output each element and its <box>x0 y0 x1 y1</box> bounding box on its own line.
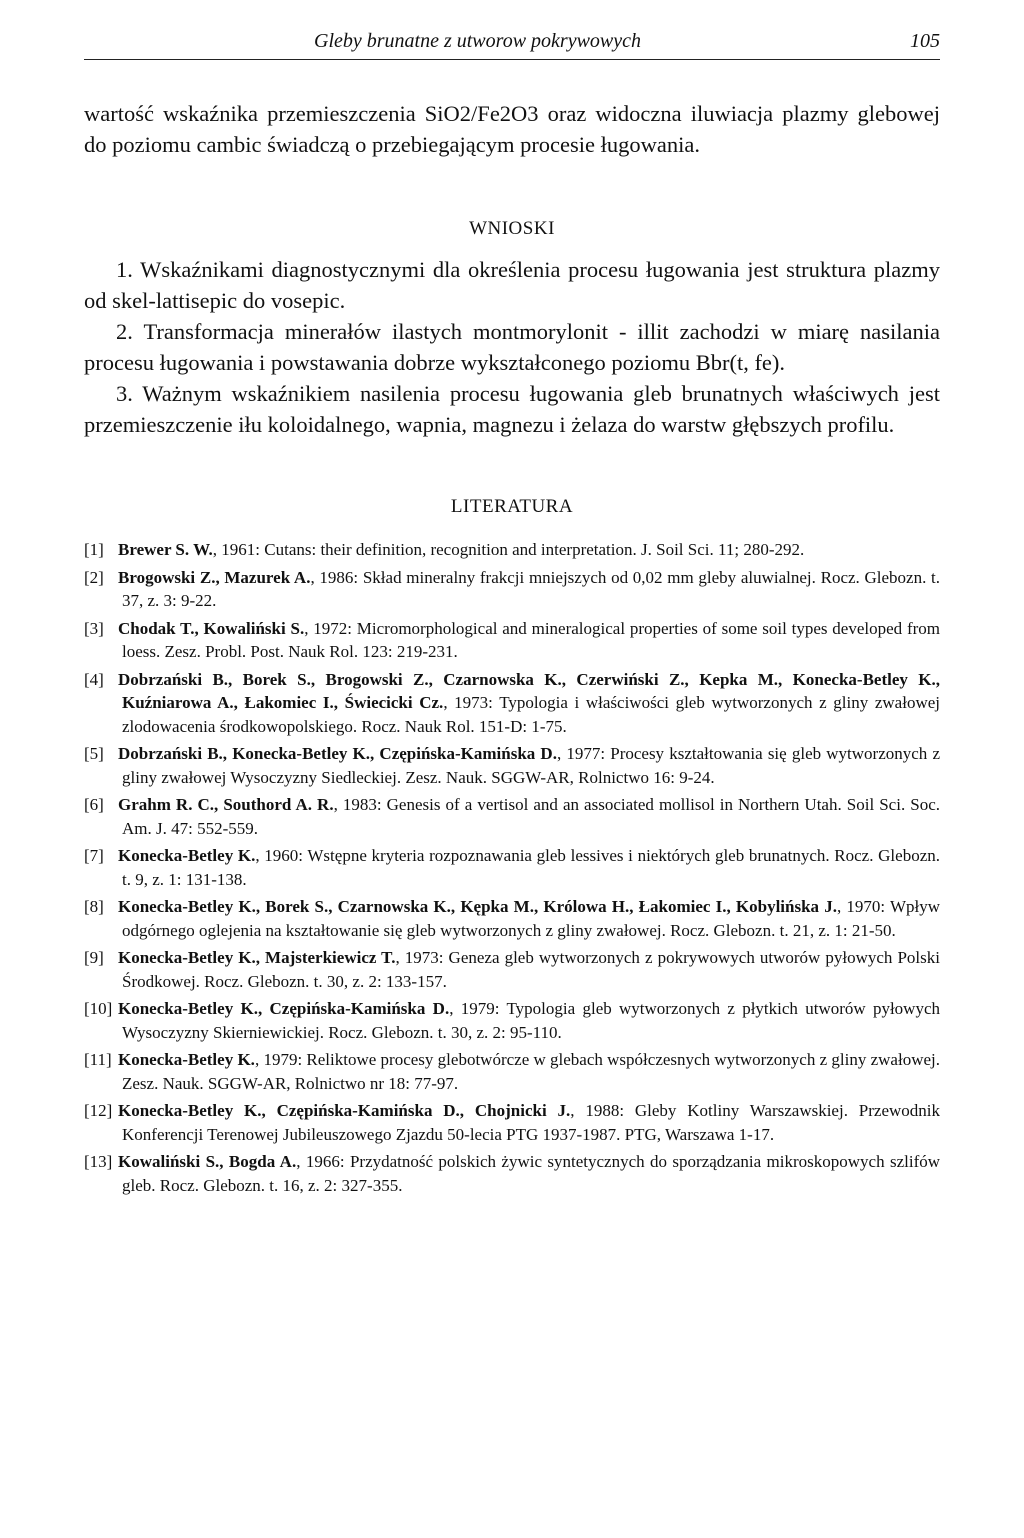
reference-text: , 1966: Przydatność polskich żywic syntetycznych do sporządzania mikroskopowych szlifów gleb. Rocz. Glebozn. t. 16, z. 2: 327-355. <box>122 1152 941 1195</box>
reference-text: , 1988: Gleby Kotliny Warszawskiej. Przewodnik Konferencji Terenowej Jubileuszowego Zjazdu 50-lecia PTG 1937-1987. PTG, Warszawa 1-17. <box>122 1101 940 1144</box>
reference-item <box>84 566 940 613</box>
reference-authors: Konecka-Betley K. <box>118 846 256 865</box>
reference-item <box>84 538 940 562</box>
running-header <box>84 30 940 60</box>
page <box>84 30 940 1201</box>
reference-text: , 1977: Procesy kształtowania się gleb wytworzonych z gliny zwałowej Wysoczyzny Siedleckiej. Zesz. Nauk. SGGW-AR, Rolnictwo 16: 9-24. <box>122 744 940 787</box>
reference-list <box>84 538 940 1197</box>
section-title-literature: LITERATURA <box>450 496 574 517</box>
reference-item <box>84 946 940 993</box>
reference-number: [13] <box>84 1152 113 1171</box>
section-title-conclusions: WNIOSKI <box>469 218 555 239</box>
reference-authors: Brogowski Z., Mazurek A. <box>118 567 311 587</box>
reference-item <box>84 793 940 840</box>
reference-item <box>84 617 940 664</box>
reference-number: [9] <box>84 948 104 967</box>
reference-authors: Konecka-Betley K., Majsterkiewicz T. <box>118 948 396 967</box>
reference-item <box>84 1150 940 1197</box>
reference-item <box>84 895 940 942</box>
reference-number: [3] <box>84 618 104 638</box>
conclusion-item: 1. Wskaźnikami diagnostycznymi dla określenia procesu ługowania jest struktura plazmy od skel-lattisepic do vosepic. <box>84 257 940 313</box>
reference-authors: Chodak T., Kowaliński S. <box>118 618 305 638</box>
reference-item <box>84 742 940 789</box>
reference-text: , 1961: Cutans: their definition, recognition and interpretation. J. Soil Sci. 11; 280-292. <box>212 540 805 559</box>
conclusion-item: 3. Ważnym wskaźnikiem nasilenia procesu ługowania gleb brunatnych właściwych jest przemieszczenie iłu koloidalnego, wapnia, magnezu i żelaza do warstw głębszych profilu. <box>84 381 940 437</box>
reference-authors: Kowaliński S., Bogda A. <box>118 1152 297 1171</box>
reference-number: [12] <box>84 1101 113 1120</box>
reference-number: [8] <box>84 897 104 916</box>
reference-number: [10] <box>84 999 113 1018</box>
reference-authors: Konecka-Betley K., Czępińska-Kamińska D., Chojnicki J. <box>118 1101 571 1120</box>
page-number: 105 <box>910 30 940 52</box>
reference-text: , 1983: Genesis of a vertisol and an associated mollisol in Northern Utah. Soil Sci. Soc. Am. J. 47: 552-559. <box>122 795 940 838</box>
reference-text: , 1970: Wpływ odgórnego oglejenia na kształtowanie się gleb wytworzonych z gliny zwałowej. Rocz. Glebozn. t. 21, z. 1: 21-50. <box>122 897 941 940</box>
reference-text: , 1973: Geneza gleb wytworzonych z pokrywowych utworów pyłowych Polski Środkowej. Rocz. Glebozn. t. 30, z. 2: 133-157. <box>122 948 940 991</box>
reference-item <box>84 844 940 891</box>
conclusions-list <box>84 254 940 440</box>
reference-number: [7] <box>84 846 104 865</box>
reference-number: [5] <box>84 744 104 763</box>
conclusion-item: 2. Transformacja minerałów ilastych montmorylonit - illit zachodzi w miarę nasilania procesu ługowania i powstawania dobrze wykształconego poziomu Bbr(t, fe). <box>84 319 940 375</box>
reference-authors: Konecka-Betley K., Czępińska-Kamińska D. <box>118 999 450 1018</box>
reference-number: [4] <box>84 669 104 689</box>
reference-authors: Konecka-Betley K. <box>118 1050 255 1069</box>
reference-item <box>84 1048 940 1095</box>
intro-paragraph: wartość wskaźnika przemieszczenia SiO2/Fe2O3 oraz widoczna iluwiacja plazmy glebowej do poziomu cambic świadczą o przebiegającym procesie ługowania. <box>84 101 940 157</box>
reference-item <box>84 668 940 739</box>
reference-number: [1] <box>84 540 104 559</box>
reference-text: , 1960: Wstępne kryteria rozpoznawania gleb lessives i niektórych gleb brunatnych. Rocz. Glebozn. t. 9, z. 1: 131-138. <box>122 846 940 889</box>
running-title: Gleby brunatne z utworow pokrywowych <box>314 30 642 52</box>
reference-text: , 1973: Typologia i właściwości gleb wytworzonych z gliny zwałowej zlodowacenia środkowopolskiego. Rocz. Nauk Rol. 151-D: 1-75. <box>122 693 940 736</box>
reference-number: [11] <box>84 1050 112 1069</box>
reference-item <box>84 997 940 1044</box>
reference-text: , 1986: Skład mineralny frakcji mniejszych od 0,02 mm gleby aluwialnej. Rocz. Glebozn. t. 37, z. 3: 9-22. <box>122 567 940 610</box>
reference-authors: Brewer S. W. <box>118 540 213 559</box>
reference-authors: Dobrzański B., Borek S., Brogowski Z., Czarnowska K., Czerwiński Z., Kepka M., Konecka-Betley K., Kuźniarowa A., Łakomiec I., Świecicki Cz. <box>118 669 940 712</box>
reference-number: [6] <box>84 795 104 814</box>
reference-text: , 1979: Typologia gleb wytworzonych z płytkich utworów pyłowych Wysoczyzny Skierniewickiej. Rocz. Glebozn. t. 30, z. 2: 95-110. <box>122 999 941 1042</box>
reference-authors: Dobrzański B., Konecka-Betley K., Czępińska-Kamińska D. <box>118 744 557 763</box>
reference-number: [2] <box>84 567 104 587</box>
reference-authors: Konecka-Betley K., Borek S., Czarnowska K., Kępka M., Królowa H., Łakomiec I., Kobylińska J. <box>118 897 837 916</box>
reference-authors: Grahm R. C., Southord A. R. <box>118 795 334 814</box>
reference-text: , 1972: Micromorphological and mineralogical properties of some soil types developed from loess. Zesz. Probl. Post. Nauk Rol. 123: 219-231. <box>122 618 940 661</box>
reference-text: , 1979: Reliktowe procesy glebotwórcze w glebach współczesnych wytworzonych z gliny zwałowej. Zesz. Nauk. SGGW-AR, Rolnictwo nr 18: 77-97. <box>122 1050 940 1093</box>
reference-item <box>84 1099 940 1146</box>
